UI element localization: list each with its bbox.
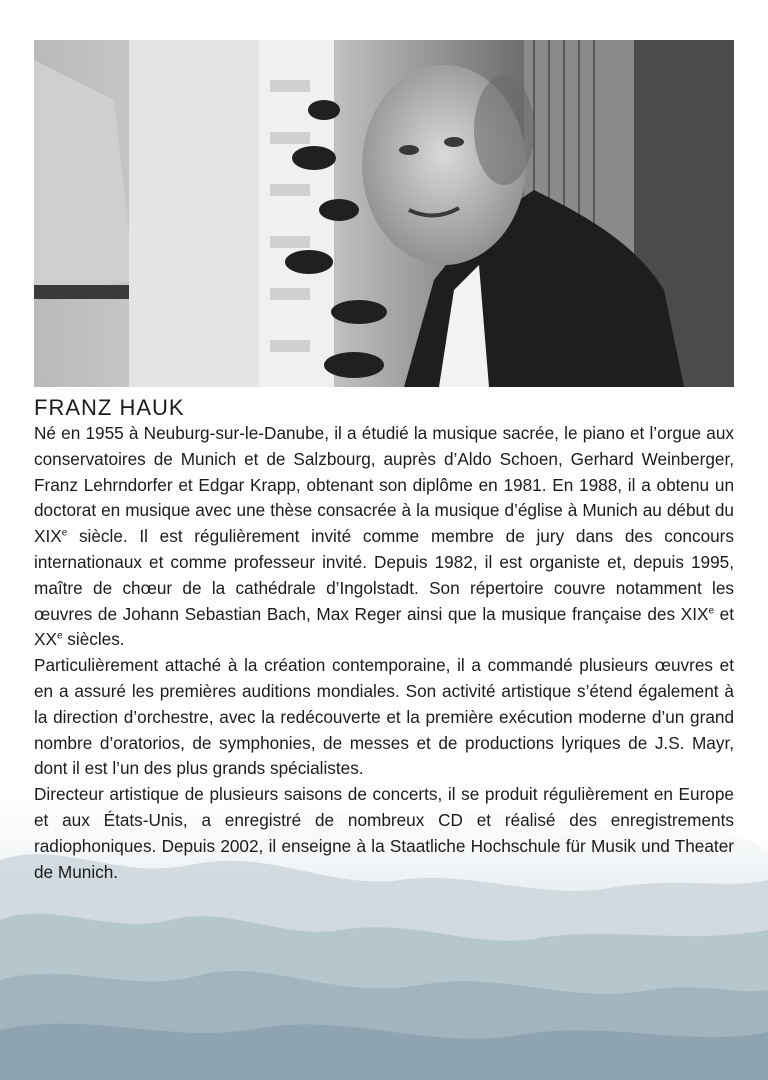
portrait-photo [34, 40, 734, 387]
bio-paragraph-3: Directeur artistique de plusieurs saisons de concerts, il se produit régulièrement en Europe et aux États-Unis, a enregistré de nombreux CD et réalisé des enregistrements radiophoniques. Depuis 2002, il enseigne à la Staatliche Hochschule für Musik und Theater de Munich. [34, 784, 734, 882]
bio-paragraph-2: Particulièrement attaché à la création contemporaine, il a commandé plusieurs œuvres et en a assuré les premières auditions mondiales. Son activité artistique s’étend également à la direction d’orchestre, avec la redécouverte et la première exécution moderne d’un grand nombre d’oratorios, de symphonies, de messes et de productions lyriques de J.S. Mayr, dont il est l’un des plus grands spécialistes. [34, 655, 734, 779]
biography-text [34, 421, 734, 885]
page-title: FRANZ HAUK [34, 395, 185, 420]
bio-paragraph-1: Né en 1955 à Neuburg-sur-le-Danube, il a étudié la musique sacrée, le piano et l’orgue aux conservatoires de Munich et de Salzbourg, auprès d’Aldo Schoen, Gerhard Weinberger, Franz Lehrndorfer et Edgar Krapp, obtenant son diplôme en 1981. En 1988, il a obtenu un doctorat en musique avec une thèse consacrée à la musique d’église à Munich au début du XIXe siècle. Il est régulièrement invité comme membre de jury dans des concours internationaux et comme professeur invité. Depuis 1982, il est organiste et, depuis 1995, maître de chœur de la cathédrale d’Ingolstadt. Son répertoire couvre notamment les œuvres de Johann Sebastian Bach, Max Reger ainsi que la musique française des XIXe et XXe siècles. [34, 423, 735, 650]
